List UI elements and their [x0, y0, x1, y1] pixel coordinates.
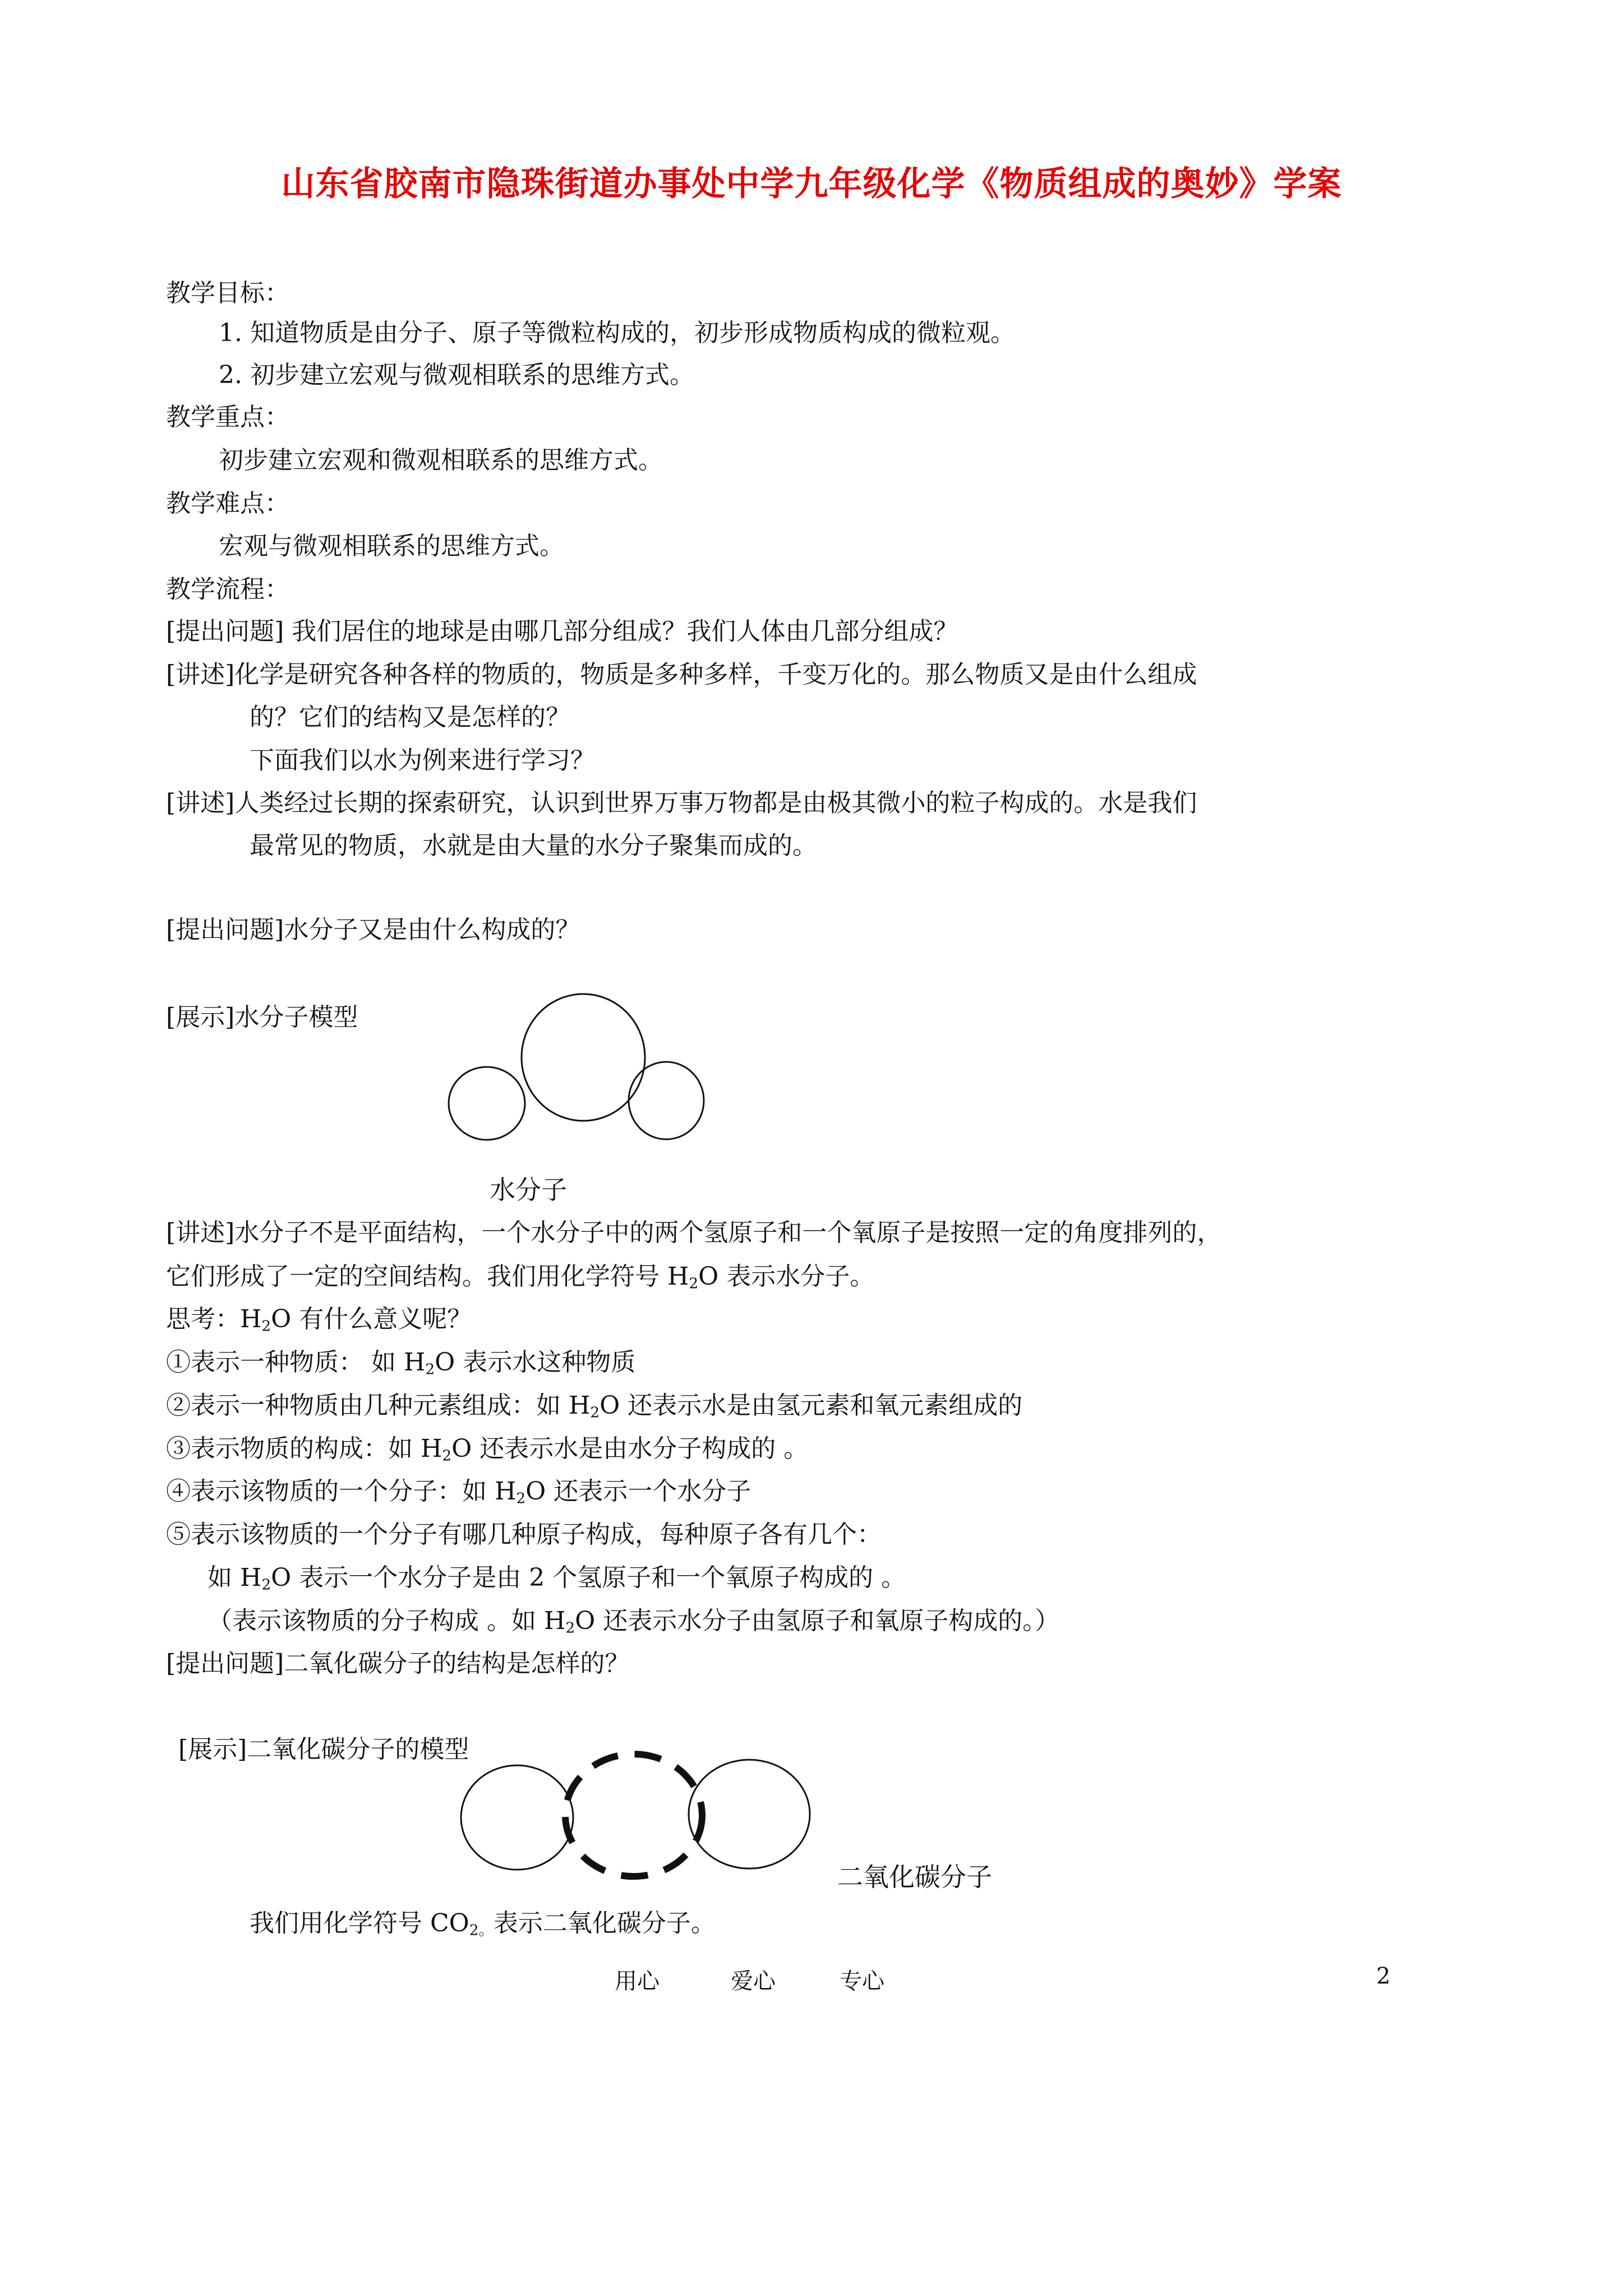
difficulty-text: 宏观与微观相联系的思维方式。	[219, 532, 564, 560]
co2-molecule-caption: 二氧化碳分子	[837, 1862, 992, 1892]
lecture-1-line-1: [讲述]化学是研究各种各样的物质的，物质是多种多样，千变万化的。那么物质又是由什么组成	[166, 660, 1197, 689]
oxygen-atom-left	[461, 1765, 573, 1870]
question-3: [提出问题]二氧化碳分子的结构是怎样的？	[166, 1649, 630, 1678]
question-1: [提出问题] 我们居住的地球是由哪几部分组成？我们人体由几部分组成？	[166, 617, 958, 646]
key-text: 初步建立宏观和微观相联系的思维方式。	[219, 446, 663, 475]
show-water-model: [展示]水分子模型	[166, 1003, 358, 1032]
lecture-3-line-1: [讲述]水分子不是平面结构，一个水分子中的两个氢原子和一个氧原子是按照一定的角度排列的，	[166, 1218, 1222, 1247]
footer-word-3: 专心	[840, 1968, 884, 1994]
think-question: 思考：$H_2O$ 有什么意义呢？	[166, 1305, 472, 1335]
question-2: [提出问题]水分子又是由什么构成的？	[166, 915, 580, 944]
lecture-1-line-2: 的？它们的结构又是怎样的？	[250, 703, 570, 731]
page-number: 2	[1376, 1963, 1391, 1989]
co2-symbol-text: 我们用化学符号 $CO_{2。}$表示二氧化碳分子。	[250, 1909, 716, 1939]
difficulty-heading: 教学难点：	[166, 489, 289, 518]
water-molecule-diagram	[443, 993, 723, 1161]
meaning-5: ⑤表示该物质的一个分子有哪几种原子构成，每种原子各有几个：	[166, 1520, 882, 1549]
meaning-5-note: （表示该物质的分子构成 。如 $H_2O$ 还表示水分子由氢原子和氧原子构成的。）	[208, 1607, 1060, 1637]
meaning-5-example: 如 $H_2O$ 表示一个水分子是由 2 个氢原子和一个氧原子构成的 。	[208, 1563, 906, 1594]
water-molecule-caption: 水分子	[490, 1175, 567, 1205]
goal-2: 2. 初步建立宏观与微观相联系的思维方式。	[219, 361, 694, 389]
oxygen-atom	[522, 994, 645, 1121]
lecture-1-line-3: 下面我们以水为例来进行学习？	[250, 746, 595, 775]
hydrogen-atom-left	[449, 1067, 525, 1140]
meaning-4: ④表示该物质的一个分子：如 $H_2O$ 还表示一个水分子	[166, 1477, 751, 1507]
meaning-2: ②表示一种物质由几种元素组成：如 $H_2O$ 还表示水是由氢元素和氧元素组成的	[166, 1391, 1023, 1421]
co2-molecule-diagram	[454, 1745, 819, 1890]
goals-heading: 教学目标：	[166, 279, 289, 307]
meaning-1: ①表示一种物质： 如 $H_2O$ 表示水这种物质	[166, 1348, 636, 1378]
meaning-3: ③表示物质的构成：如 $H_2O$ 还表示水是由水分子构成的 。	[166, 1434, 809, 1465]
lecture-3-line-2: 它们形成了一定的空间结构。我们用化学符号 $H_2O$ 表示水分子。	[166, 1262, 875, 1292]
show-co2-model: [展示]二氧化碳分子的模型	[178, 1735, 469, 1764]
footer-word-2: 爱心	[731, 1968, 776, 1994]
lecture-2-line-1: [讲述]人类经过长期的探索研究，认识到世界万事万物都是由极其微小的粒子构成的。水是我们	[166, 789, 1197, 817]
lecture-2-line-2: 最常见的物质，水就是由大量的水分子聚集而成的。	[250, 831, 817, 860]
flow-heading: 教学流程：	[166, 575, 289, 604]
carbon-atom	[565, 1754, 702, 1876]
goal-1: 1. 知道物质是由分子、原子等微粒构成的，初步形成物质构成的微粒观。	[219, 319, 1015, 347]
page-title: 山东省胶南市隐珠街道办事处中学九年级化学《物质组成的奥妙》学案	[281, 164, 1342, 204]
footer-word-1: 用心	[615, 1968, 660, 1994]
oxygen-atom-right	[689, 1760, 810, 1869]
key-heading: 教学重点：	[166, 403, 289, 431]
hydrogen-atom-right	[629, 1062, 704, 1139]
